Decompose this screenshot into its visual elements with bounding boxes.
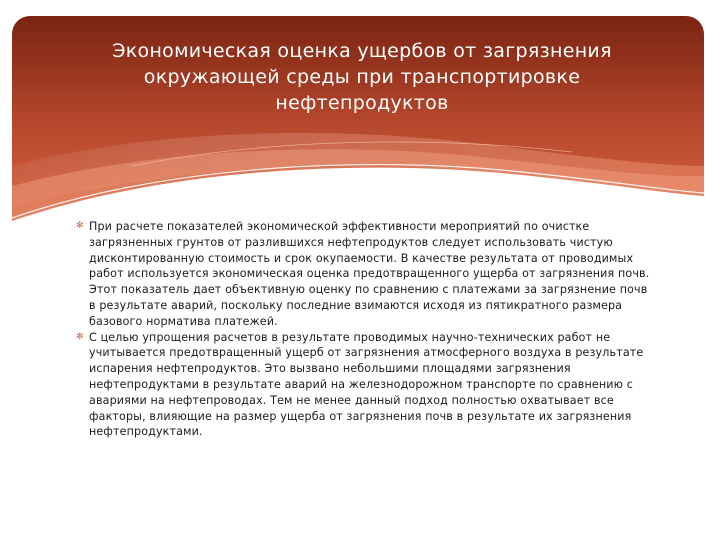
- bullet-item: [76, 219, 656, 330]
- slide-title-line: нефтепродуктов: [275, 92, 449, 114]
- slide-title: [72, 38, 652, 116]
- bullet-text: С целью упрощения расчетов в результате проводимых научно-технических работ не учитывается предотвращенный ущерб от загрязнения атмосферного воздуха в результате испарения нефтепродуктов. Это вызвано небольшими площадями загрязнения нефтепродуктами в результате аварий на железнодорожном транспорте по сравнению с авариями на нефтепроводах. Тем не менее данный подход полностью охватывает все факторы, влияющие на размер ущерба от загрязнения почв в результате их загрязнения нефтепродуктами.: [89, 330, 644, 439]
- slide-title-line: Экономическая оценка ущербов от загрязнения: [112, 40, 612, 62]
- bullet-item: [76, 330, 656, 441]
- bullet-text: При расчете показателей экономической эффективности мероприятий по очистке загрязненных грунтов от разлившихся нефтепродуктов следует использовать чистую дисконтированную стоимость и срок окупаемости. В качестве результата от проводимых работ используется экономическая оценка предотвращенного ущерба от загрязнения почв. Этот показатель дает объективную оценку по сравнению с платежами за загрязнение почв в результате аварий, поскольку последние взимаются исходя из пятикратного размера базового норматива платежей.: [89, 220, 650, 328]
- bullet-list: [76, 219, 656, 440]
- title-banner: [12, 16, 704, 238]
- asterisk-icon: ✻: [76, 221, 84, 231]
- asterisk-icon: ✻: [76, 331, 84, 342]
- slide-title-line: окружающей среды при транспортировке: [143, 66, 581, 88]
